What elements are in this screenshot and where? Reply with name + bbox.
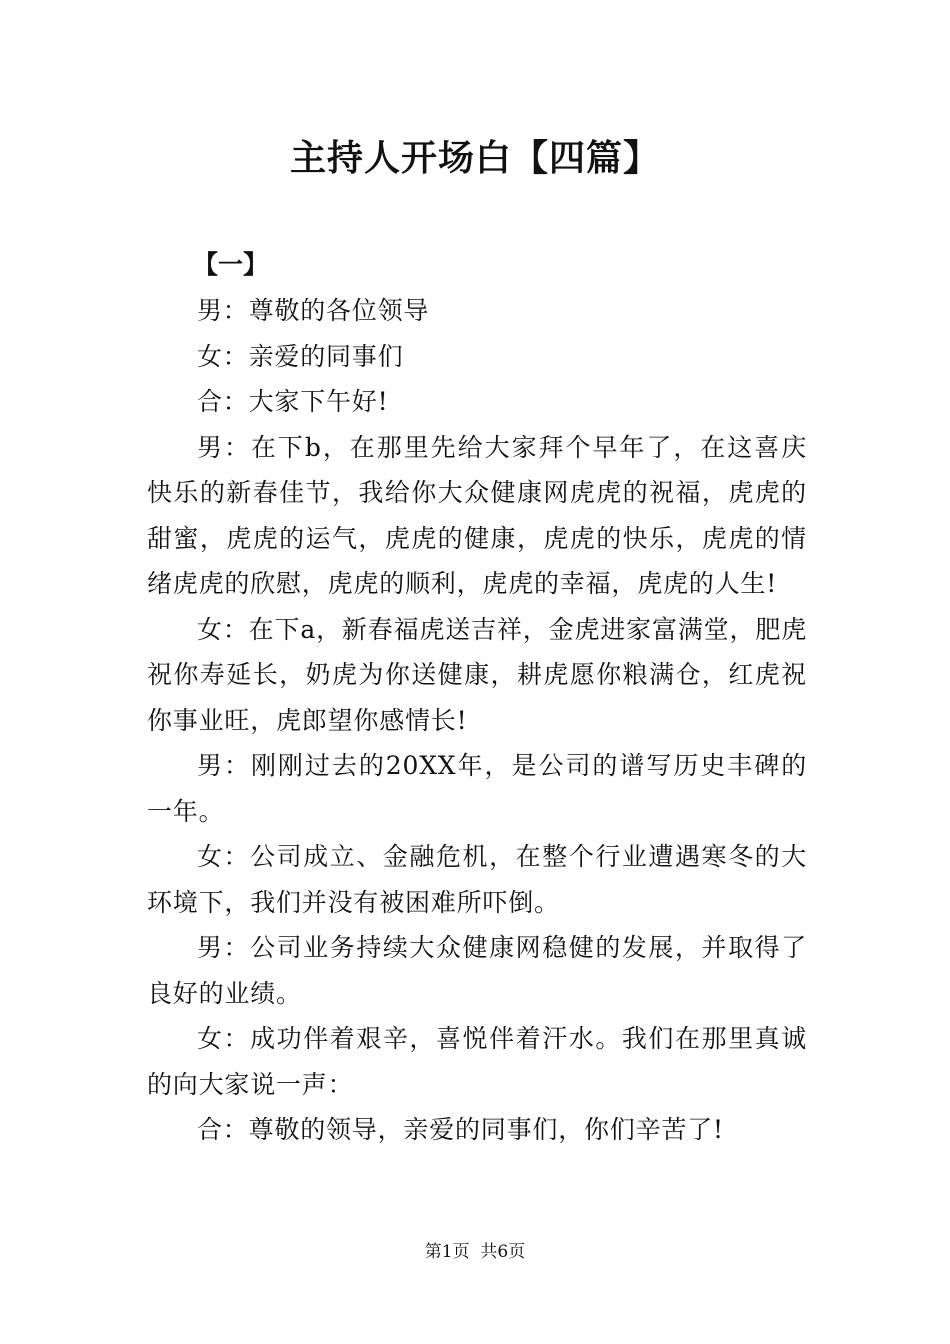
- paragraph: 男：公司业务持续大众健康网稳健的发展，并取得了良好的业绩。: [147, 933, 807, 1008]
- paragraph: 女：公司成立、金融危机，在整个行业遭遇寒冬的大环境下，我们并没有被困难所吓倒。: [147, 842, 807, 917]
- paragraph: 女：在下a，新春福虎送吉祥，金虎进家富满堂，肥虎祝你寿延长，奶虎为你送健康，耕虎愿你粮满仓，红虎祝你事业旺，虎郎望你感情长!: [147, 614, 807, 735]
- paragraph: 女：成功伴着艰辛，喜悦伴着汗水。我们在那里真诚的向大家说一声：: [147, 1024, 807, 1099]
- document-body: [147, 288, 807, 1153]
- paragraph: 男：在下b，在那里先给大家拜个早年了，在这喜庆快乐的新春佳节，我给你大众健康网虎虎的祝福，虎虎的甜蜜，虎虎的运气，虎虎的健康，虎虎的快乐，虎虎的情绪虎虎的欣慰，虎虎的顺利，虎虎的幸福，虎虎的人生!: [147, 432, 807, 598]
- page-footer: 第1页 共6页: [424, 1242, 526, 1262]
- paragraph: 合：大家下午好!: [197, 387, 389, 416]
- document-title: 主持人开场白【四篇】: [289, 137, 660, 179]
- paragraph: 男：刚刚过去的20XX年，是公司的谱写历史丰碑的一年。: [147, 751, 807, 826]
- paragraph: 合：尊敬的领导，亲爱的同事们，你们辛苦了!: [197, 1115, 724, 1144]
- section-heading: 【一】: [193, 250, 269, 279]
- paragraph: 男：尊敬的各位领导: [197, 296, 430, 325]
- paragraph: 女：亲爱的同事们: [197, 341, 404, 371]
